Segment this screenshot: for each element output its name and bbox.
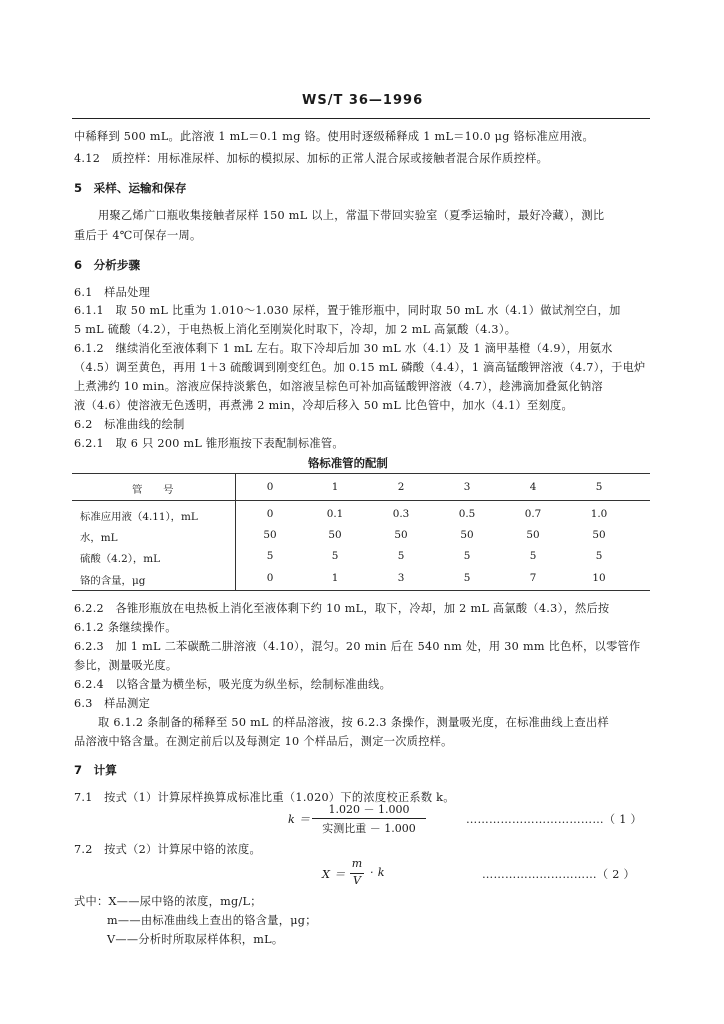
section-7-heading: 7 计算	[74, 763, 117, 777]
text-line: 5 mL 硫酸（4.2），于电热板上消化至刚炭化时取下，冷却，加 2 mL 高氯酸（4.3）。	[74, 323, 517, 336]
table-cell: 50	[263, 529, 277, 541]
clause-6-2-2: 6.2.2 各锥形瓶放在电热板上消化至液体剩下约 10 mL，取下，冷却，加 2 mL 高氯酸（4.3），然后按	[74, 602, 610, 615]
table-cell: 0.1	[326, 508, 344, 520]
table-cell: 5	[397, 550, 405, 562]
table-cell: 50	[460, 529, 474, 541]
table-cell: 3	[397, 572, 405, 584]
section-6-1-heading: 6.1 样品处理	[74, 286, 151, 299]
table-cell: 0	[266, 572, 274, 584]
table-cell: 50	[526, 529, 540, 541]
table-header-cell: 2	[397, 481, 405, 493]
formula-2-lhs: X ＝	[322, 868, 346, 881]
text-line: 中稀释到 500 mL。此溶液 1 mL＝0.1 mg 铬。使用时逐级稀释成 1 mL＝10.0 μg 铬标准应用液。	[74, 130, 594, 143]
clause-6-2-1: 6.2.1 取 6 只 200 mL 锥形瓶按下表配制标准管。	[74, 437, 344, 450]
clause-6-2-3: 6.2.3 加 1 mL 二苯碳酰二肼溶液（4.10），混匀。20 min 后在 540 nm 处，用 30 mm 比色杯，以零管作	[74, 640, 641, 653]
table-top-rule	[72, 473, 650, 474]
table-cell: 0.5	[458, 508, 476, 520]
formula-1-numerator: 1.020 － 1.000	[328, 803, 410, 816]
table-row-label: 标准应用液（4.11），mL	[80, 511, 198, 523]
text-line: 重后于 4℃可保存一周。	[74, 229, 202, 242]
clause-6-1-2: 6.1.2 继续消化至液体剩下 1 mL 左右。取下冷却后加 30 mL 水（4.1）及 1 滴甲基橙（4.9），用氨水	[74, 342, 613, 355]
table-caption: 铬标准管的配制	[308, 456, 388, 470]
table-header-cell: 0	[266, 481, 274, 493]
table-cell: 5	[266, 550, 274, 562]
header-rule	[72, 118, 650, 119]
table-header-cell: 1	[331, 481, 339, 493]
table-cell: 5	[463, 572, 471, 584]
text-line: 液（4.6）使溶液无色透明，再煮沸 2 min，冷却后移入 50 mL 比色管中，加水（4.1）至刻度。	[74, 399, 573, 412]
where-line-v: V——分析时所取尿样体积，mL。	[107, 933, 284, 946]
clause-4-12: 4.12 质控样：用标准尿样、加标的模拟尿、加标的正常人混合尿或接触者混合尿作质控样。	[74, 152, 549, 165]
table-cell: 5	[463, 550, 471, 562]
formula-2-number: …………………………（ 2 ）	[482, 868, 635, 881]
clause-6-2-4: 6.2.4 以铬含量为横坐标，吸光度为纵坐标，绘制标准曲线。	[74, 678, 392, 691]
table-bottom-rule	[72, 590, 650, 591]
table-cell: 50	[328, 529, 342, 541]
table-cell: 5	[529, 550, 537, 562]
text-line: 用聚乙烯广口瓶收集接触者尿样 150 mL 以上，常温下带回实验室（夏季运输时，最好冷藏），测比	[98, 209, 605, 222]
clause-6-1-1: 6.1.1 取 50 mL 比重为 1.010～1.030 尿样，置于锥形瓶中，同时取 50 mL 水（4.1）做试剂空白，加	[74, 304, 621, 317]
table-cell: 0	[266, 508, 274, 520]
formula-1-denominator: 实测比重 － 1.000	[322, 822, 416, 835]
text-line: （4.5）调至黄色，再用 1＋3 硫酸调到刚变红色。加 0.15 mL 磷酸（4.4），1 滴高锰酸钾溶液（4.7），于电炉	[74, 361, 646, 374]
table-cell: 1.0	[590, 508, 608, 520]
table-row-label: 水，mL	[80, 532, 118, 544]
clause-7-1: 7.1 按式（1）计算尿样换算成标准比重（1.020）下的浓度校正系数 k。	[74, 791, 455, 804]
table-column-divider	[235, 473, 236, 590]
text-line: 6.1.2 条继续操作。	[74, 621, 177, 634]
table-cell: 0.3	[392, 508, 410, 520]
formula-1-lhs: k ＝	[288, 813, 311, 826]
table-cell: 10	[592, 572, 606, 584]
formula-2-numerator: m	[351, 857, 363, 870]
formula-1-number: ………………………………（ 1 ）	[466, 813, 642, 826]
table-cell: 50	[394, 529, 408, 541]
table-cell: 5	[331, 550, 339, 562]
formula-2-tail: · k	[370, 866, 385, 879]
table-row-label: 铬的含量，μg	[80, 575, 146, 587]
section-6-heading: 6 分析步骤	[74, 258, 141, 272]
table-header-cell: 5	[595, 481, 603, 493]
table-cell: 50	[592, 529, 606, 541]
text-line: 品溶液中铬含量。在测定前后以及每测定 10 个样品后，测定一次质控样。	[74, 735, 453, 748]
page-header-title: WS/T 36—1996	[302, 93, 424, 108]
table-cell: 0.7	[524, 508, 542, 520]
table-cell: 7	[529, 572, 537, 584]
section-5-heading: 5 采样、运输和保存	[74, 181, 187, 195]
table-row-label: 硫酸（4.2），mL	[80, 553, 161, 565]
formula-1-fraction-bar	[312, 818, 426, 819]
table-header-rule	[72, 500, 650, 501]
where-line-m: m——由标准曲线上查出的铬含量，μg；	[107, 914, 317, 927]
section-6-2-heading: 6.2 标准曲线的绘制	[74, 418, 185, 431]
clause-7-2: 7.2 按式（2）计算尿中铬的浓度。	[74, 843, 261, 856]
formula-2-denominator: V	[353, 874, 361, 887]
section-6-3-heading: 6.3 样品测定	[74, 697, 151, 710]
table-header-label: 管 号	[132, 484, 174, 496]
table-cell: 1	[331, 572, 339, 584]
text-line: 取 6.1.2 条制备的稀释至 50 mL 的样品溶液，按 6.2.3 条操作，测量吸光度，在标准曲线上查出样	[98, 716, 609, 729]
text-line: 上煮沸约 10 min。溶液应保持淡紫色，如溶液呈棕色可补加高锰酸钾溶液（4.7），趁沸滴加叠氮化钠溶	[74, 380, 603, 393]
table-header-cell: 3	[463, 481, 471, 493]
table-header-cell: 4	[529, 481, 537, 493]
where-line-x: 式中：X——尿中铬的浓度，mg/L；	[74, 895, 262, 908]
text-line: 参比，测量吸光度。	[74, 659, 178, 672]
table-cell: 5	[595, 550, 603, 562]
